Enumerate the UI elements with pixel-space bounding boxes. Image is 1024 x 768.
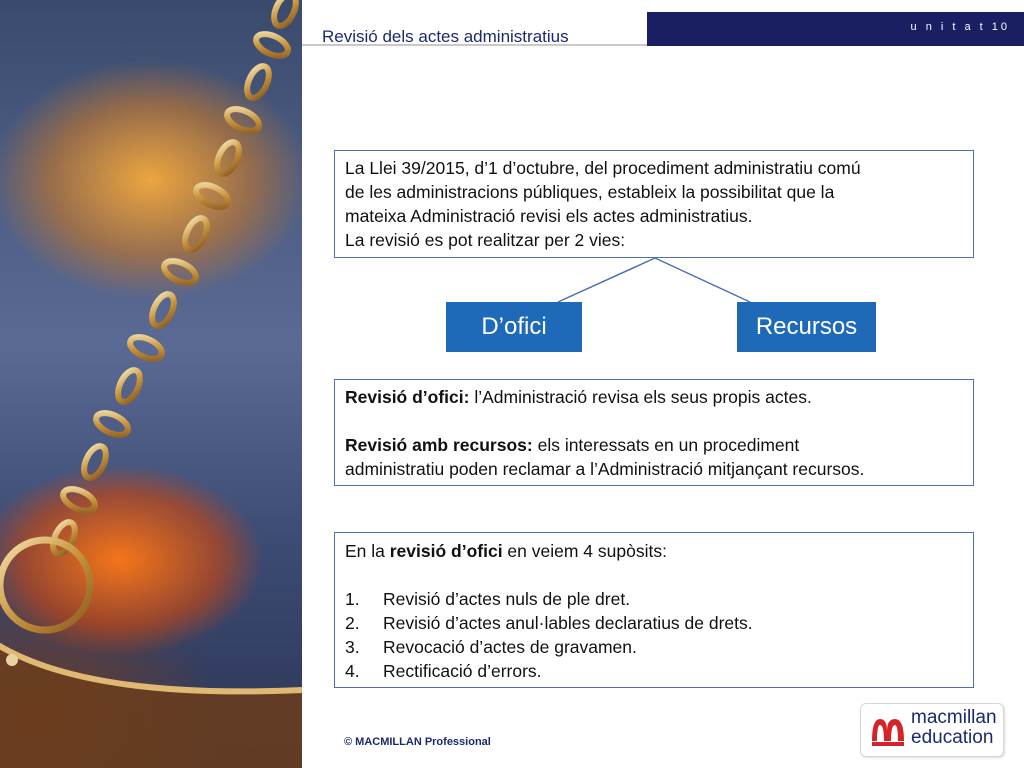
definition-text: l’Administració revisa els seus propis actes. <box>469 387 812 407</box>
definition-term: Revisió amb recursos: <box>345 435 533 455</box>
macmillan-logo-icon <box>870 711 908 747</box>
macmillan-logo <box>860 703 1004 757</box>
cases-box <box>334 532 974 688</box>
cases-list <box>345 587 963 683</box>
copyright-text: © MACMILLAN Professional <box>344 736 491 748</box>
branch-recursos-label: Recursos <box>737 302 876 352</box>
definition-recursos-continued: administratiu poden reclamar a l’Administració mitjançant recursos. <box>345 459 865 479</box>
intro-line: La revisió es pot realitzar per 2 vies: <box>345 230 626 250</box>
intro-line: La Llei 39/2015, d’1 d’octubre, del procediment administratiu comú <box>345 158 861 178</box>
list-item: 1. Revisió d’actes nuls de ple dret. <box>345 589 631 609</box>
logo-text: macmillan education <box>911 707 997 748</box>
intro-line: de les administracions públiques, estableix la possibilitat que la <box>345 182 835 202</box>
list-item: 4. Rectificació d’errors. <box>345 661 542 681</box>
definition-term: Revisió d’ofici: <box>345 387 470 407</box>
definition-ofici <box>345 385 963 409</box>
definition-text: els interessats en un procediment <box>532 435 800 455</box>
list-item: 2. Revisió d’actes anul·lables declaratius de drets. <box>345 613 753 633</box>
definitions-box <box>334 379 974 486</box>
intro-line: mateixa Administració revisi els actes administratius. <box>345 206 753 226</box>
page-title: Revisió dels actes administratius <box>322 27 569 46</box>
unit-label: u n i t a t 10 <box>910 21 1010 33</box>
list-item: 3. Revocació d’actes de gravamen. <box>345 637 637 657</box>
definition-recursos <box>345 433 963 457</box>
branch-ofici-label: D’ofici <box>446 302 582 352</box>
cases-term: revisió d’ofici <box>389 541 503 561</box>
cases-intro: En la revisió d’ofici en veiem 4 supòsits: <box>345 541 667 561</box>
